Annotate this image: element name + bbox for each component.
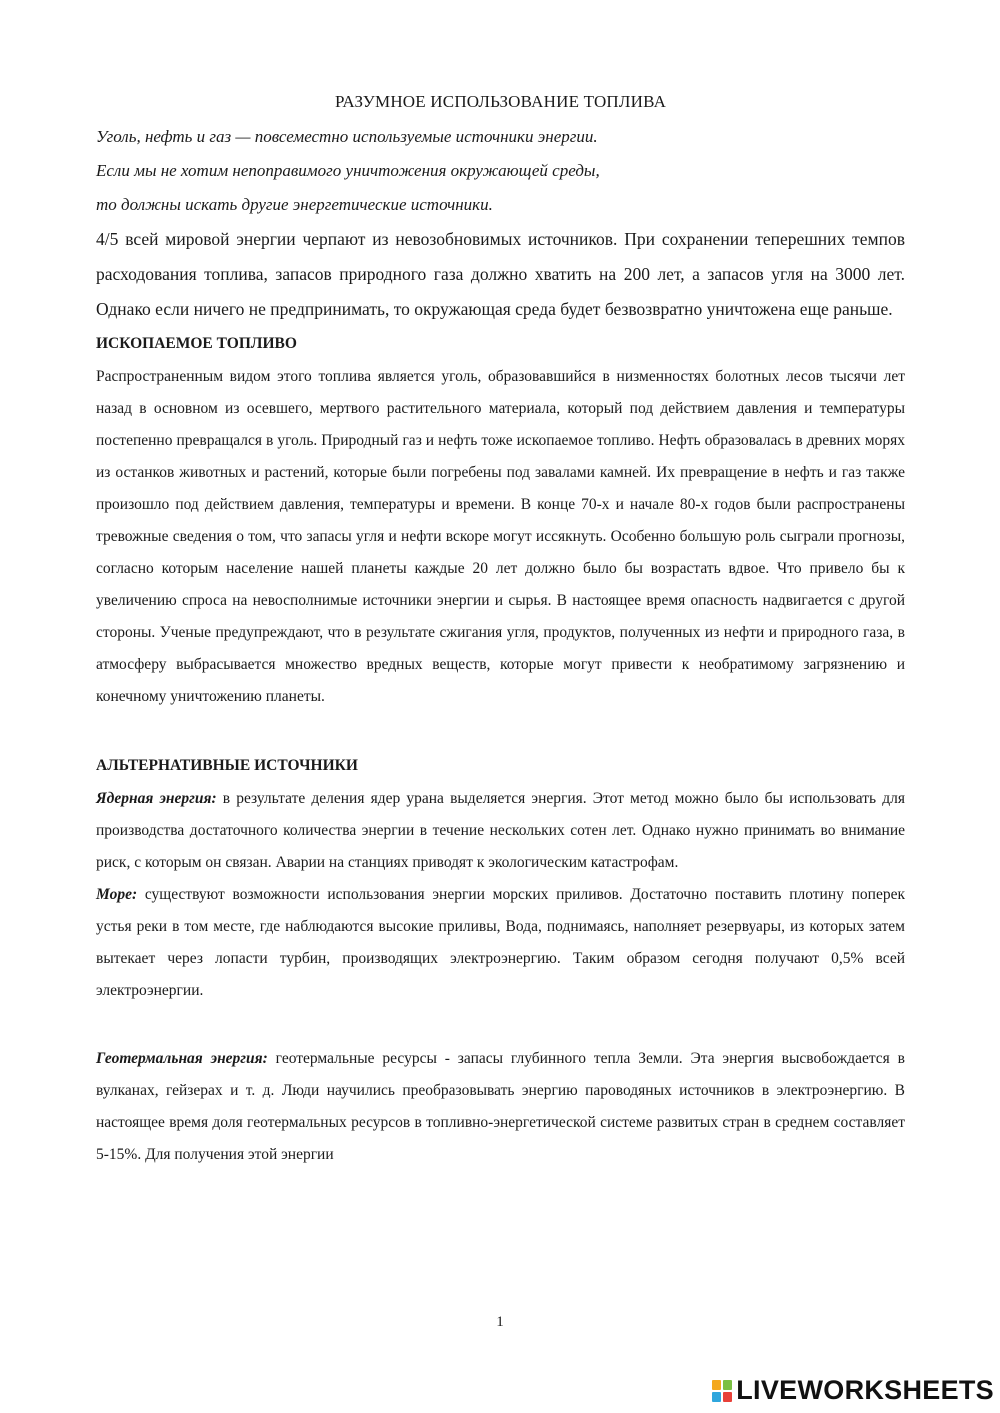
geothermal-paragraph <box>96 1043 905 1171</box>
fossil-fuel-heading: ИСКОПАЕМОЕ ТОПЛИВО <box>96 335 297 352</box>
liveworksheets-logo <box>712 1375 994 1406</box>
geothermal-term: Геотермальная энергия: <box>96 1050 268 1067</box>
alternative-sources-heading: АЛЬТЕРНАТИВНЫЕ ИСТОЧНИКИ <box>96 757 358 774</box>
logo-square-4 <box>723 1392 732 1402</box>
logo-square-2 <box>723 1380 732 1390</box>
nuclear-paragraph <box>96 783 905 879</box>
page-number: 1 <box>496 1314 504 1330</box>
logo-square-1 <box>712 1380 721 1390</box>
fossil-fuel-paragraph: Распространенным видом этого топлива является уголь, образовавшийся в низменностях болотных лесов тысячи лет назад в основном из осевшего, мертвого растительного материала, который под действием давления и температуры постепенно превращался в уголь. Природный газ и нефть тоже ископаемое топливо. Нефть образовалась в древних морях из останков животных и растений, которые были погребены под завалами камней. Их превращение в нефть и газ также произошло под действием давления, температуры и времени. В конце 70-х и начале 80-х годов были распространены тревожные сведения о том, что запасы угля и нефти вскоре могут иссякнуть. Особенно большую роль сыграли прогнозы, согласно которым население нашей планеты каждые 20 лет должно было бы возрастать вдвое. Что привело бы к увеличению спроса на невосполнимые источники энергии и сырья. В настоящее время опасность надвигается с другой стороны. Ученые предупреждают, что в результате сжигания угля, продуктов, полученных из нефти и природного газа, в атмосферу выбрасывается множество вредных веществ, которые могут привести к необратимому загрязнению и конечному уничтожению планеты. <box>96 368 905 705</box>
nuclear-text: в результате деления ядер урана выделяется энергия. Этот метод можно было бы использовать для производства достаточного количества энергии в течение нескольких сотен лет. Однако нужно принимать во внимание риск, с которым он связан. Аварии на станциях приводят к экологическим катастрофам. <box>96 790 905 871</box>
geothermal-text: геотермальные ресурсы - запасы глубинного тепла Земли. Эта энергия высвобождается в вулканах, гейзерах и т. д. Люди научились преобразовывать энергию пароводяных источников в электроэнергию. В настоящее время доля геотермальных ресурсов в топливно-энергетической системе развитых стран в среднем составляет 5-15%. Для получения этой энергии <box>96 1050 905 1163</box>
sea-paragraph <box>96 879 905 1007</box>
logo-grid-icon <box>712 1380 732 1402</box>
logo-square-3 <box>712 1392 721 1402</box>
epigraph-line-1: Уголь, нефть и газ — повсеместно используемые источники энергии. <box>96 127 598 146</box>
nuclear-term: Ядерная энергия: <box>96 790 217 807</box>
epigraph-line-3: то должны искать другие энергетические источники. <box>96 195 493 214</box>
epigraph-line-2: Если мы не хотим непоправимого уничтожения окружающей среды, <box>96 161 600 180</box>
sea-term: Море: <box>96 886 138 903</box>
document-title: РАЗУМНОЕ ИСПОЛЬЗОВАНИЕ ТОПЛИВА <box>334 92 667 111</box>
section-spacer <box>96 1007 905 1043</box>
sea-text: существуют возможности использования энергии морских приливов. Достаточно поставить плотину поперек устья реки в том месте, где наблюдаются высокие приливы, Вода, поднимаясь, наполняет резервуары, из которых затем вытекает через лопасти турбин, производящих электроэнергию. Таким образом сегодня получают 0,5% всей электроэнергии. <box>96 886 905 999</box>
brand-wordmark: LIVEWORKSHEETS <box>736 1375 994 1405</box>
intro-paragraph: 4/5 всей мировой энергии черпают из невозобновимых источников. При сохранении теперешних темпов расходования топлива, запасов природного газа должно хватить на 200 лет, а запасов угля на 3000 лет. Однако если ничего не предпринимать, то окружающая среда будет безвозвратно уничтожена еще раньше. <box>96 229 905 319</box>
section-spacer <box>96 713 905 749</box>
document-page <box>96 92 905 1171</box>
